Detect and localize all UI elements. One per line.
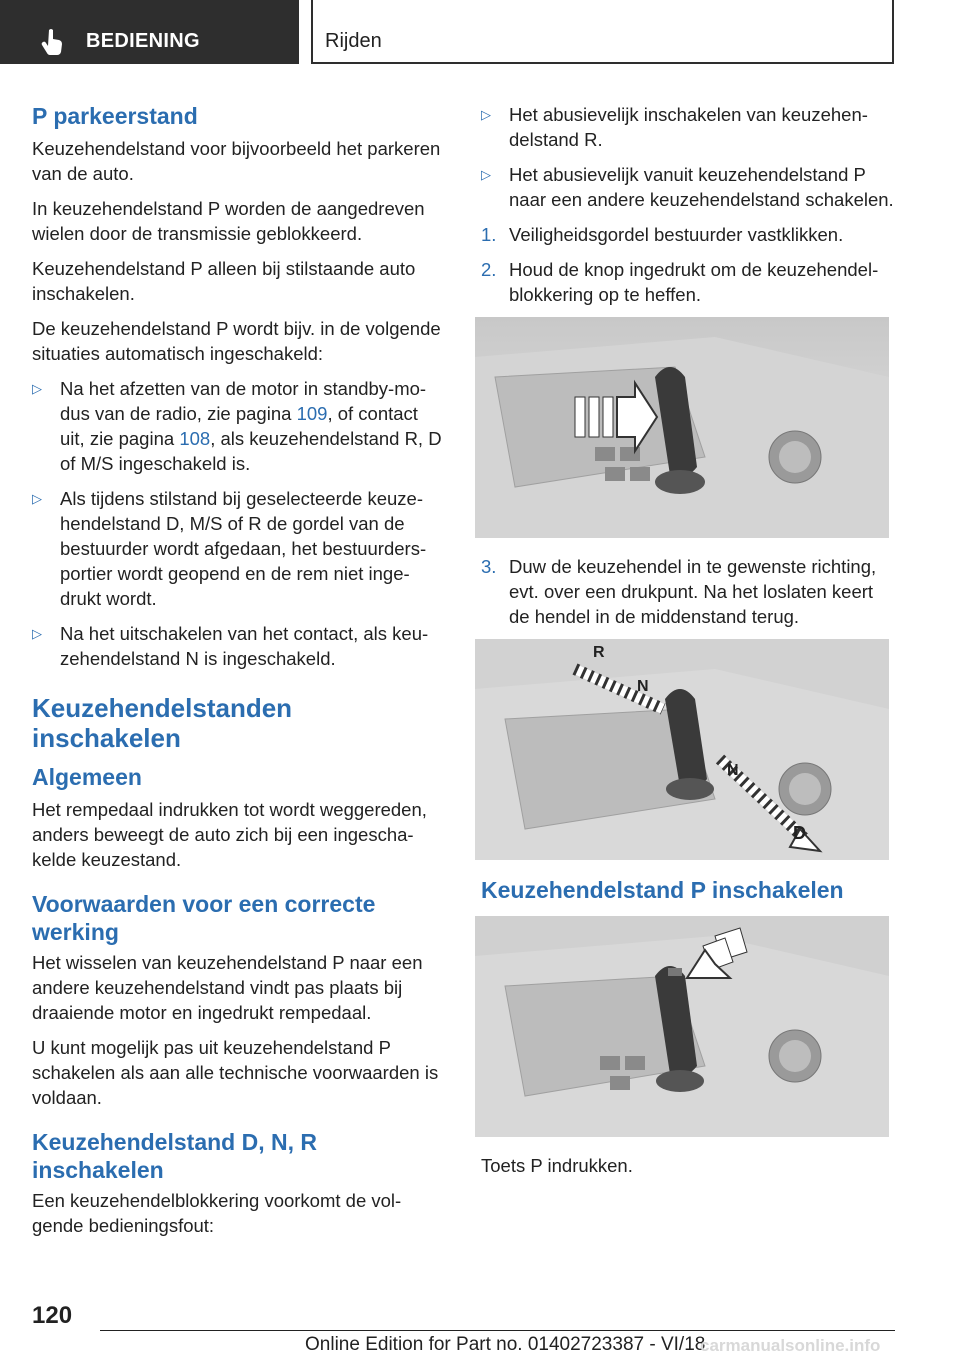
- header-section-tab: [0, 0, 299, 64]
- step-number: 2.: [481, 259, 497, 280]
- edition-text: Online Edition for Part no. 01402723387 - VI/18: [305, 1334, 706, 1355]
- list-item: ▷ Het abusievelijk inschakelen van keuzehendelstand R.: [481, 104, 868, 150]
- step-item: 1. Veiligheidsgordel bestuurder vastklikken.: [481, 224, 844, 245]
- paragraph: Keuzehendelstand P alleen bij stilstaande auto inschakelen.: [32, 258, 416, 304]
- paragraph: U kunt mogelijk pas uit keuzehendelstand P schakelen als aan alle technische voorwaarden is voldaan.: [32, 1037, 439, 1108]
- step-item: 3. Duw de keuzehendel in te gewenste richting, evt. over een drukpunt. Na het loslaten keert de hendel in de middenstand terug.: [481, 556, 877, 627]
- list-item: ▷ Na het uitschakelen van het contact, als keuzehendelstand N is ingeschakeld.: [32, 623, 429, 669]
- step-number: 1.: [481, 224, 497, 245]
- left-column: [32, 102, 442, 1248]
- fig2-label: D: [793, 823, 806, 843]
- gear-selector-directions-figure: [475, 639, 889, 860]
- hand-pointer-icon: [40, 28, 64, 56]
- p-parkeerstand-title: P parkeerstand: [32, 103, 198, 129]
- right-column: [481, 102, 895, 1188]
- p-inschakelen-title: Keuzehendelstand P inschakelen: [481, 877, 844, 903]
- bullet-triangle-icon: ▷: [32, 626, 42, 641]
- page-number: 120: [32, 1302, 73, 1329]
- step-item: 2. Houd de knop ingedrukt om de keuzehendelblokkering op te heffen.: [481, 259, 879, 305]
- page-link-109[interactable]: 109: [296, 403, 328, 424]
- voorwaarden-title: Voorwaarden voor een correcte werking: [32, 891, 376, 945]
- list-item: ▷ Als tijdens stilstand bij geselecteerde keuzehendelstand D, M/S of R de gordel van de bestuurder wordt afgedaan, het bestuurdersportier wordt geopend en de rem niet ingedrukt wordt.: [32, 488, 427, 609]
- fig2-label: N: [637, 678, 649, 695]
- paragraph: Keuzehendelstand voor bijvoorbeeld het parkeren van de auto.: [32, 138, 441, 184]
- gear-selector-unlock-figure: [475, 317, 889, 538]
- list-item: ▷ Na het afzetten van de motor in standby-modus van de radio, zie pagina 109, of contact uit, zie pagina 108, als keuzehendelstand R, D of M/S ingeschakeld is.: [32, 378, 442, 474]
- paragraph: In keuzehendelstand P worden de aangedreven wielen door de transmissie geblokkeerd.: [32, 198, 425, 244]
- p-button-figure: [475, 916, 889, 1137]
- bullet-triangle-icon: ▷: [32, 381, 42, 396]
- page-link-108[interactable]: 108: [179, 428, 211, 449]
- paragraph: De keuzehendelstand P wordt bijv. in de volgende situaties automatisch ingeschakeld:: [32, 318, 441, 364]
- section-label: BEDIENING: [86, 30, 200, 52]
- paragraph: Het rempedaal indrukken tot wordt weggereden, anders beweegt de auto zich bij een ingeschakelde keuzestand.: [32, 799, 427, 870]
- paragraph: Toets P indrukken.: [481, 1155, 633, 1176]
- algemeen-title: Algemeen: [32, 764, 142, 790]
- footer-divider: [100, 1330, 895, 1331]
- list-item: ▷ Het abusievelijk vanuit keuzehendelstand P naar een andere keuzehendelstand schakelen.: [481, 164, 894, 210]
- header-chapter-box: [311, 0, 894, 64]
- dnr-title: Keuzehendelstand D, N, R inschakelen: [32, 1129, 317, 1183]
- paragraph: Het wisselen van keuzehendelstand P naar een andere keuzehendelstand vindt pas plaats bij draaiende motor en ingedrukt rempedaal.: [32, 952, 423, 1023]
- bullet-triangle-icon: ▷: [481, 167, 491, 182]
- bullet-triangle-icon: ▷: [481, 107, 491, 122]
- fig2-label: R: [593, 644, 605, 661]
- watermark: carmanualsonline.info: [700, 1336, 881, 1355]
- section-title: Keuzehendelstanden inschakelen: [32, 693, 293, 753]
- fig2-label: N: [727, 762, 739, 779]
- chapter-label: Rijden: [325, 30, 382, 52]
- bullet-triangle-icon: ▷: [32, 491, 42, 506]
- paragraph: Een keuzehendelblokkering voorkomt de volgende bedieningsfout:: [32, 1190, 402, 1236]
- step-number: 3.: [481, 556, 497, 577]
